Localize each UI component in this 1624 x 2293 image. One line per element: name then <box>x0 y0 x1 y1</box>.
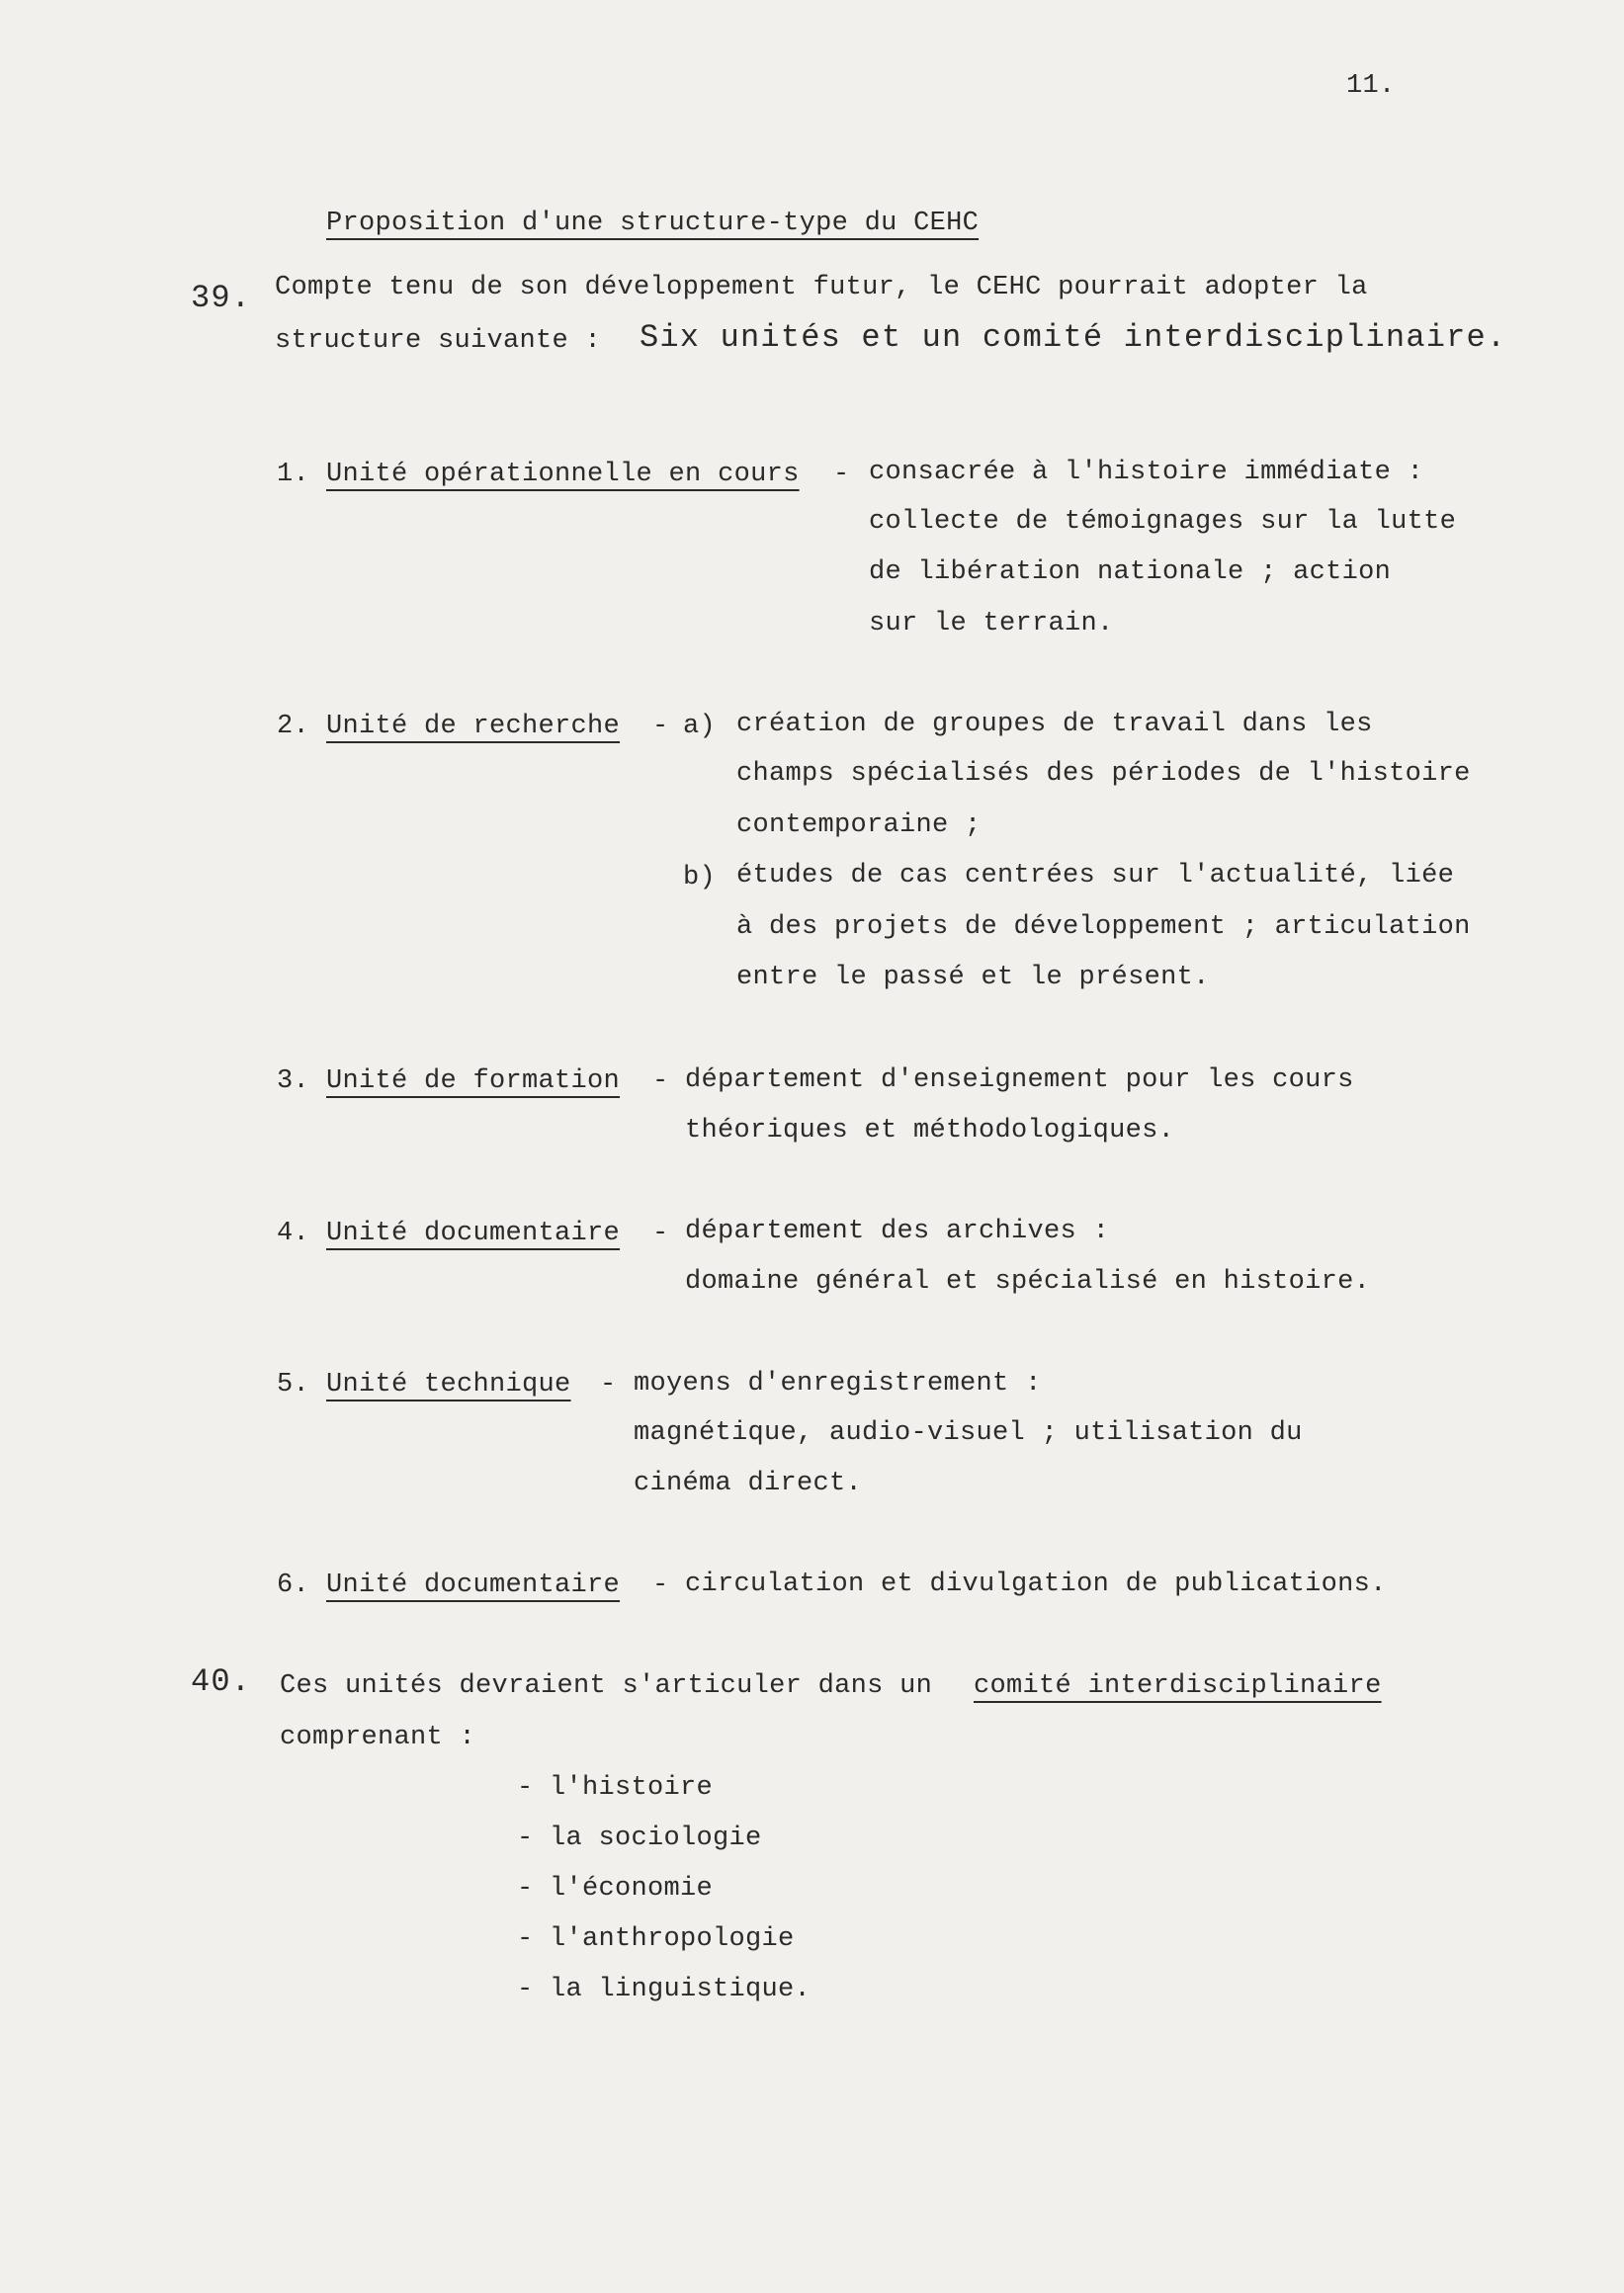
unit-description-line: sur le terrain. <box>869 609 1114 638</box>
page-number: 11. <box>1346 71 1396 101</box>
unit-dash: - <box>600 1370 617 1400</box>
unit-dash: - <box>652 1066 669 1096</box>
unit-description-line: circulation et divulgation de publications. <box>685 1570 1387 1599</box>
unit-dash: - <box>652 1571 669 1600</box>
unit-description-line: à des projets de développement ; articulation <box>736 912 1471 942</box>
unit-name: Unité documentaire <box>326 1219 621 1248</box>
unit-description-line: théoriques et méthodologiques. <box>685 1116 1175 1146</box>
unit-number: 2. <box>277 712 310 741</box>
unit-description-line: cinéma direct. <box>634 1469 863 1498</box>
paragraph-number-39: 39. <box>191 280 252 316</box>
unit-dash: - <box>652 712 669 741</box>
paragraph-number-40: 40. <box>191 1663 252 1700</box>
unit-description-line: champs spécialisés des périodes de l'histoire <box>736 759 1471 789</box>
unit-dash: - <box>652 1219 669 1248</box>
section-heading: Proposition d'une structure-type du CEHC <box>326 209 980 238</box>
sub-item-label: a) <box>683 712 717 741</box>
unit-description-line: département d'enseignement pour les cours <box>685 1065 1354 1095</box>
discipline-list-item: - la sociologie <box>517 1824 762 1853</box>
paragraph-40-line: Ces unités devraient s'articuler dans un <box>280 1671 933 1701</box>
discipline-list-item: - la linguistique. <box>517 1975 812 2004</box>
unit-description-line: création de groupes de travail dans les <box>736 710 1373 739</box>
unit-name: Unité documentaire <box>326 1571 621 1600</box>
unit-dash: - <box>833 460 850 489</box>
unit-name: Unité de formation <box>326 1066 621 1096</box>
unit-description-line: de libération nationale ; action <box>869 557 1392 587</box>
unit-name: Unité technique <box>326 1370 571 1400</box>
unit-description-line: contemporaine ; <box>736 810 982 840</box>
unit-description-line: collecte de témoignages sur la lutte <box>869 507 1457 537</box>
unit-number: 1. <box>277 460 310 489</box>
paragraph-40-emphasis: comité interdisciplinaire <box>974 1671 1382 1701</box>
unit-number: 6. <box>277 1571 310 1600</box>
paragraph-40-line: comprenant : <box>280 1723 476 1752</box>
unit-description-line: département des archives : <box>685 1217 1110 1246</box>
unit-number: 5. <box>277 1370 310 1400</box>
discipline-list-item: - l'anthropologie <box>517 1924 795 1954</box>
unit-number: 3. <box>277 1066 310 1096</box>
unit-description-line: entre le passé et le présent. <box>736 963 1210 992</box>
paragraph-39-line: Compte tenu de son développement futur, le CEHC pourrait adopter la <box>275 273 1368 302</box>
unit-description-line: magnétique, audio-visuel ; utilisation du <box>634 1418 1303 1448</box>
unit-description-line: moyens d'enregistrement : <box>634 1369 1042 1399</box>
sub-item-label: b) <box>683 863 717 892</box>
paragraph-39-emphasis: Six unités et un comité interdisciplinaire. <box>640 319 1507 356</box>
unit-name: Unité de recherche <box>326 712 621 741</box>
paragraph-39-line: structure suivante : <box>275 326 602 356</box>
discipline-list-item: - l'économie <box>517 1874 714 1904</box>
unit-name: Unité opérationnelle en cours <box>326 460 800 489</box>
discipline-list-item: - l'histoire <box>517 1773 714 1803</box>
unit-description-line: études de cas centrées sur l'actualité, liée <box>736 861 1455 891</box>
unit-description-line: consacrée à l'histoire immédiate : <box>869 458 1424 487</box>
unit-description-line: domaine général et spécialisé en histoire. <box>685 1267 1371 1297</box>
unit-number: 4. <box>277 1219 310 1248</box>
